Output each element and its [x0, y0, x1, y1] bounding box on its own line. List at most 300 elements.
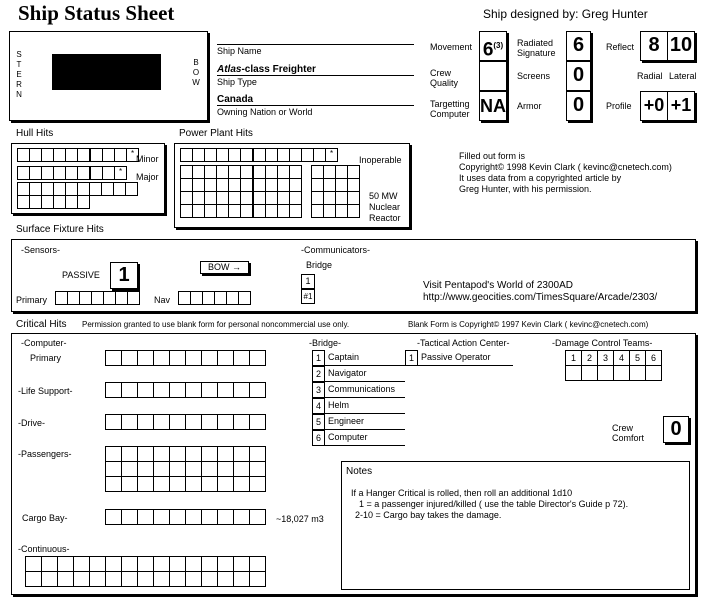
power-hit-box[interactable] — [205, 149, 217, 162]
dct-box[interactable]: 6 — [646, 351, 662, 366]
stern-letter: R — [16, 80, 22, 89]
critical-hit-box[interactable] — [106, 510, 122, 525]
critical-hit-box[interactable] — [202, 572, 218, 587]
nation-label: Owning Nation or World — [217, 107, 313, 117]
power-hit-box[interactable] — [290, 166, 302, 179]
hull-grid-d — [90, 166, 127, 180]
critical-hit-box[interactable] — [170, 447, 186, 462]
critical-hit-box[interactable] — [218, 557, 234, 572]
critical-hit-box[interactable] — [218, 351, 234, 366]
critical-hit-box[interactable] — [234, 572, 250, 587]
surface-fixture-box — [11, 239, 696, 312]
power-hit-box[interactable] — [290, 149, 302, 162]
critical-hit-box[interactable] — [138, 572, 154, 587]
critical-hit-box[interactable] — [122, 447, 138, 462]
hull-hit-box[interactable] — [54, 149, 66, 162]
critical-hit-box[interactable] — [218, 572, 234, 587]
critical-hit-box[interactable] — [170, 477, 186, 492]
critical-hit-box[interactable] — [186, 557, 202, 572]
hull-hit-box[interactable]: * — [115, 167, 127, 180]
crew-quality-value[interactable] — [479, 61, 507, 91]
power-hit-box[interactable] — [181, 192, 193, 205]
critical-hit-box[interactable] — [122, 557, 138, 572]
bridge-item[interactable] — [312, 430, 404, 446]
critical-hit-box[interactable] — [106, 557, 122, 572]
critical-hit-box[interactable] — [106, 351, 122, 366]
critical-hit-box[interactable] — [186, 383, 202, 398]
power-hit-box[interactable] — [254, 166, 266, 179]
reactor-label — [369, 191, 401, 224]
power-grid-e — [311, 165, 360, 218]
power-hit-box[interactable] — [312, 166, 324, 179]
power-hit-box[interactable] — [266, 166, 278, 179]
hull-hit-box[interactable] — [66, 149, 78, 162]
dct-box[interactable] — [598, 366, 614, 381]
critical-hit-box[interactable] — [234, 447, 250, 462]
dct-box[interactable] — [614, 366, 630, 381]
power-hit-box[interactable] — [266, 179, 278, 192]
critical-hit-box[interactable] — [122, 351, 138, 366]
power-grid-c — [180, 165, 253, 218]
dct-title: -Damage Control Teams- — [552, 338, 653, 348]
sensor-hit-box[interactable] — [68, 292, 80, 305]
power-hit-box[interactable] — [290, 205, 302, 218]
crew-quality-label: Crew Quality — [430, 68, 459, 88]
hull-hit-box[interactable] — [103, 149, 115, 162]
drive-label: -Drive- — [18, 418, 45, 428]
hull-hit-box[interactable] — [30, 183, 42, 196]
power-hit-box[interactable] — [229, 179, 241, 192]
critical-hit-box[interactable] — [250, 415, 266, 430]
power-hit-box[interactable] — [266, 149, 278, 162]
critical-hit-box[interactable] — [26, 557, 42, 572]
dct-box[interactable]: 5 — [630, 351, 646, 366]
hull-hit-box[interactable] — [66, 183, 78, 196]
power-hit-box[interactable] — [348, 179, 360, 192]
power-hit-box[interactable] — [193, 179, 205, 192]
hull-hit-box[interactable] — [102, 183, 114, 196]
passive-value: 1 — [110, 262, 138, 289]
sensor-hit-box[interactable] — [179, 292, 191, 305]
power-hit-box[interactable] — [241, 192, 253, 205]
power-hit-box[interactable] — [229, 149, 241, 162]
hull-hit-box[interactable] — [78, 196, 90, 209]
critical-hit-box[interactable] — [250, 572, 266, 587]
power-hit-box[interactable] — [217, 205, 229, 218]
critical-hit-box[interactable] — [106, 415, 122, 430]
dct-box[interactable] — [630, 366, 646, 381]
critical-hits-box — [11, 333, 696, 595]
critical-hit-box[interactable] — [170, 383, 186, 398]
critical-hit-box[interactable] — [154, 557, 170, 572]
critical-hit-box[interactable] — [154, 383, 170, 398]
power-hit-box[interactable] — [278, 166, 290, 179]
armor-value: 0 — [566, 91, 591, 121]
passive-label: PASSIVE — [62, 270, 100, 280]
power-hit-box[interactable] — [324, 179, 336, 192]
power-hit-box[interactable] — [278, 149, 290, 162]
hull-hit-box[interactable] — [78, 183, 90, 196]
power-hit-box[interactable] — [278, 179, 290, 192]
sensor-hit-box[interactable] — [80, 292, 92, 305]
critical-hit-box[interactable] — [26, 572, 42, 587]
hull-hit-box[interactable] — [115, 149, 127, 162]
critical-hit-box[interactable] — [202, 462, 218, 477]
hull-hit-box[interactable] — [30, 167, 42, 180]
bridge-item-label: Helm — [328, 400, 350, 410]
bow-letter: O — [192, 68, 200, 77]
hull-hit-box[interactable] — [42, 167, 54, 180]
critical-hit-box[interactable] — [106, 462, 122, 477]
power-hit-box[interactable] — [290, 179, 302, 192]
power-hit-box[interactable] — [181, 149, 193, 162]
critical-hit-box[interactable] — [218, 462, 234, 477]
sensor-hit-box[interactable] — [116, 292, 128, 305]
critical-hit-box[interactable] — [202, 415, 218, 430]
critical-hit-box[interactable] — [138, 447, 154, 462]
critical-hit-box[interactable] — [170, 351, 186, 366]
critical-hit-box[interactable] — [186, 477, 202, 492]
power-hit-box[interactable] — [217, 179, 229, 192]
power-hit-box[interactable] — [348, 192, 360, 205]
sensor-hit-box[interactable] — [104, 292, 116, 305]
dct-box[interactable] — [646, 366, 662, 381]
dct-box[interactable]: 3 — [598, 351, 614, 366]
critical-hit-box[interactable] — [218, 477, 234, 492]
bridge-item-label: Computer — [328, 432, 368, 442]
power-grid-b — [253, 148, 338, 162]
critical-hit-box[interactable] — [138, 383, 154, 398]
power-hit-box[interactable] — [241, 179, 253, 192]
bridge-item-number: 3 — [312, 382, 325, 398]
critical-hit-box[interactable] — [58, 557, 74, 572]
visit-url[interactable]: http://www.geocities.com/TimesSquare/Arcade/2303/ — [423, 292, 658, 303]
power-hit-box[interactable] — [205, 179, 217, 192]
critical-hit-box[interactable] — [202, 447, 218, 462]
critical-hit-box[interactable] — [138, 462, 154, 477]
hull-hit-box[interactable] — [114, 183, 126, 196]
critical-hit-box[interactable] — [154, 462, 170, 477]
nation-value: Canada — [217, 94, 254, 105]
computer-grid — [105, 350, 266, 366]
reactor-type: Nuclear — [369, 202, 401, 212]
power-hit-box[interactable] — [302, 149, 314, 162]
critical-hit-box[interactable] — [106, 572, 122, 587]
critical-hit-box[interactable] — [250, 462, 266, 477]
bridge-item[interactable] — [312, 382, 404, 398]
hull-hit-box[interactable] — [91, 149, 103, 162]
power-hit-box[interactable]: * — [326, 149, 338, 162]
power-hit-box[interactable] — [181, 205, 193, 218]
sensors-nav-grid — [178, 291, 251, 305]
critical-hit-box[interactable] — [234, 510, 250, 525]
critical-hit-box[interactable] — [154, 415, 170, 430]
bridge-item[interactable] — [312, 398, 404, 414]
power-hit-box[interactable] — [254, 205, 266, 218]
critical-hit-box[interactable] — [170, 415, 186, 430]
power-hit-box[interactable] — [217, 149, 229, 162]
critical-hit-box[interactable] — [122, 477, 138, 492]
sensor-hit-box[interactable] — [128, 292, 140, 305]
critical-hit-box[interactable] — [122, 462, 138, 477]
hull-hit-box[interactable] — [66, 167, 78, 180]
critical-hit-box[interactable] — [186, 415, 202, 430]
critical-hit-box[interactable] — [138, 351, 154, 366]
power-hit-box[interactable] — [336, 205, 348, 218]
hull-hit-box[interactable] — [42, 149, 54, 162]
power-hit-box[interactable] — [278, 205, 290, 218]
power-hit-box[interactable] — [193, 192, 205, 205]
critical-hit-box[interactable] — [74, 557, 90, 572]
power-hit-box[interactable] — [229, 205, 241, 218]
radial-label: Radial — [637, 71, 663, 81]
hull-hit-box[interactable] — [30, 196, 42, 209]
hull-hit-box[interactable] — [126, 183, 138, 196]
critical-hit-box[interactable] — [250, 351, 266, 366]
hull-hit-box[interactable] — [91, 167, 103, 180]
hull-hit-box[interactable] — [30, 149, 42, 162]
power-hit-box[interactable] — [241, 166, 253, 179]
power-hit-box[interactable] — [205, 192, 217, 205]
dct-box[interactable]: 2 — [582, 351, 598, 366]
critical-hit-box[interactable] — [154, 477, 170, 492]
computer-primary-label: Primary — [30, 353, 61, 363]
critical-hit-box[interactable] — [58, 572, 74, 587]
power-hit-box[interactable] — [229, 166, 241, 179]
bridge-item[interactable] — [312, 414, 404, 430]
critical-hit-box[interactable] — [154, 510, 170, 525]
comm-bridge-cell-2[interactable]: #1 — [301, 289, 315, 304]
stern-letter: N — [16, 90, 22, 99]
bridge-item-number: 1 — [312, 350, 325, 366]
critical-hit-box[interactable] — [154, 447, 170, 462]
bridge-item-number: 6 — [312, 430, 325, 446]
bridge-item-number: 5 — [312, 414, 325, 430]
hull-hit-box[interactable] — [42, 196, 54, 209]
bow-label — [191, 58, 201, 88]
profile-lateral-value: +1 — [667, 91, 695, 121]
critical-hit-box[interactable] — [250, 477, 266, 492]
critical-hit-box[interactable] — [186, 447, 202, 462]
dct-box[interactable] — [566, 366, 582, 381]
sensor-hit-box[interactable] — [215, 292, 227, 305]
critical-hit-box[interactable] — [218, 510, 234, 525]
notes-box — [341, 461, 690, 590]
critical-hit-box[interactable] — [74, 572, 90, 587]
sensor-hit-box[interactable] — [227, 292, 239, 305]
critical-hit-box[interactable] — [250, 383, 266, 398]
sensor-hit-box[interactable] — [92, 292, 104, 305]
power-hit-box[interactable] — [312, 179, 324, 192]
power-hit-box[interactable] — [324, 205, 336, 218]
power-hit-box[interactable] — [336, 166, 348, 179]
targetting-value: NA — [479, 91, 507, 121]
tac-item[interactable] — [405, 350, 515, 366]
blank-form-copyright: Blank Form is Copyright© 1997 Kevin Clark ( kevinc@cnetech.com) — [408, 320, 649, 329]
critical-hit-box[interactable] — [122, 383, 138, 398]
power-hit-box[interactable] — [278, 192, 290, 205]
sensor-hit-box[interactable] — [191, 292, 203, 305]
critical-hit-box[interactable] — [218, 383, 234, 398]
critical-hit-box[interactable] — [90, 557, 106, 572]
visit-text: Visit Pentapod's World of 2300AD — [423, 280, 573, 291]
power-hit-box[interactable] — [193, 149, 205, 162]
critical-hit-box[interactable] — [186, 462, 202, 477]
critical-hit-box[interactable] — [138, 510, 154, 525]
critical-hit-box[interactable] — [170, 572, 186, 587]
hull-hit-box[interactable] — [78, 167, 90, 180]
power-hit-box[interactable] — [241, 149, 253, 162]
critical-hit-box[interactable] — [106, 477, 122, 492]
power-hit-box[interactable] — [193, 166, 205, 179]
critical-hit-box[interactable] — [138, 557, 154, 572]
power-hit-box[interactable] — [217, 166, 229, 179]
credit-line: Copyright© 1998 Kevin Clark ( kevinc@cnetech.com) — [459, 162, 672, 172]
power-hit-box[interactable] — [336, 179, 348, 192]
power-hit-box[interactable] — [205, 205, 217, 218]
form-credit — [459, 151, 672, 195]
movement-label: Movement — [430, 42, 473, 52]
armor-label: Armor — [517, 101, 542, 111]
critical-hit-box[interactable] — [218, 447, 234, 462]
power-hit-box[interactable] — [324, 166, 336, 179]
dct-box[interactable]: 4 — [614, 351, 630, 366]
power-hit-box[interactable] — [205, 166, 217, 179]
power-hit-box[interactable] — [266, 205, 278, 218]
hull-major-label: Major — [136, 172, 159, 182]
passengers-grid — [105, 446, 266, 492]
hull-hit-box[interactable]: * — [127, 149, 139, 162]
power-hit-box[interactable] — [324, 192, 336, 205]
critical-hit-box[interactable] — [186, 572, 202, 587]
hull-hit-box[interactable] — [18, 183, 30, 196]
critical-hit-box[interactable] — [250, 557, 266, 572]
ship-silhouette-box — [9, 31, 208, 121]
power-hit-box[interactable] — [336, 192, 348, 205]
critical-hit-box[interactable] — [170, 510, 186, 525]
critical-hit-box[interactable] — [122, 510, 138, 525]
ship-type-label: Ship Type — [217, 77, 257, 87]
hull-hit-box[interactable] — [103, 167, 115, 180]
dct-box[interactable] — [582, 366, 598, 381]
critical-hit-box[interactable] — [202, 383, 218, 398]
sensor-hit-box[interactable] — [239, 292, 251, 305]
power-hit-box[interactable] — [193, 205, 205, 218]
critical-hit-box[interactable] — [122, 415, 138, 430]
power-grid-d — [253, 165, 302, 218]
crew-comfort-value: 0 — [663, 416, 689, 443]
power-hit-box[interactable] — [254, 149, 266, 162]
hull-hit-box[interactable] — [78, 149, 90, 162]
critical-hit-box[interactable] — [122, 572, 138, 587]
critical-hit-box[interactable] — [138, 477, 154, 492]
critical-hit-box[interactable] — [154, 351, 170, 366]
critical-hit-box[interactable] — [234, 557, 250, 572]
critical-hit-box[interactable] — [42, 557, 58, 572]
sensor-hit-box[interactable] — [203, 292, 215, 305]
critical-hit-box[interactable] — [202, 510, 218, 525]
critical-hit-box[interactable] — [202, 477, 218, 492]
power-hit-box[interactable] — [241, 205, 253, 218]
critical-hit-box[interactable] — [250, 447, 266, 462]
hull-hit-box[interactable] — [54, 196, 66, 209]
power-hit-box[interactable] — [229, 192, 241, 205]
bow-letter: W — [192, 78, 200, 87]
bridge-item[interactable] — [312, 366, 404, 382]
critical-hit-box[interactable] — [202, 557, 218, 572]
critical-hit-box[interactable] — [250, 510, 266, 525]
hull-hit-box[interactable] — [18, 149, 30, 162]
critical-hit-box[interactable] — [170, 462, 186, 477]
critical-hit-box[interactable] — [170, 557, 186, 572]
critical-hit-box[interactable] — [186, 510, 202, 525]
power-hit-box[interactable] — [348, 205, 360, 218]
critical-hit-box[interactable] — [202, 351, 218, 366]
bridge-title: -Bridge- — [309, 338, 342, 348]
critical-hit-box[interactable] — [234, 351, 250, 366]
hull-hit-box[interactable] — [90, 183, 102, 196]
critical-hit-box[interactable] — [234, 462, 250, 477]
hull-hit-box[interactable] — [54, 183, 66, 196]
ship-silhouette — [52, 54, 161, 90]
bridge-item-label: Communications — [328, 384, 396, 394]
sensors-nav-label: Nav — [154, 295, 171, 305]
critical-hit-box[interactable] — [138, 415, 154, 430]
power-hit-box[interactable] — [181, 166, 193, 179]
critical-hit-box[interactable] — [186, 351, 202, 366]
power-hit-box[interactable] — [217, 192, 229, 205]
credit-line: Greg Hunter, with his permission. — [459, 184, 592, 194]
sensor-hit-box[interactable] — [56, 292, 68, 305]
reactor-power: 50 MW — [369, 191, 398, 201]
tac-number: 1 — [405, 350, 418, 366]
power-hit-box[interactable] — [254, 192, 266, 205]
critical-hit-box[interactable] — [234, 383, 250, 398]
notes-line: 1 = a passenger injured/killed ( use the table Director's Guide p 72). — [359, 499, 629, 509]
dct-box[interactable]: 1 — [566, 351, 582, 366]
bow-letter: B — [193, 58, 199, 67]
critical-hit-box[interactable] — [234, 477, 250, 492]
comm-bridge-cell-1[interactable]: 1 — [301, 274, 315, 289]
hull-hit-box[interactable] — [54, 167, 66, 180]
power-hit-box[interactable] — [290, 192, 302, 205]
power-hit-box[interactable] — [254, 179, 266, 192]
stern-label — [14, 50, 24, 100]
hull-hit-box[interactable] — [18, 196, 30, 209]
critical-hit-box[interactable] — [90, 572, 106, 587]
hull-minor-label: Minor — [136, 154, 159, 164]
power-hit-box[interactable] — [312, 205, 324, 218]
critical-hit-box[interactable] — [218, 415, 234, 430]
critical-hit-box[interactable] — [106, 383, 122, 398]
critical-hit-box[interactable] — [106, 447, 122, 462]
power-hit-box[interactable] — [181, 179, 193, 192]
critical-hit-box[interactable] — [42, 572, 58, 587]
power-hit-box[interactable] — [312, 192, 324, 205]
hull-hit-box[interactable] — [42, 183, 54, 196]
critical-hit-box[interactable] — [234, 415, 250, 430]
hull-hit-box[interactable] — [66, 196, 78, 209]
communicators-label: -Communicators- — [301, 245, 371, 255]
power-hit-box[interactable] — [314, 149, 326, 162]
bridge-item[interactable] — [312, 350, 404, 366]
critical-hit-box[interactable] — [154, 572, 170, 587]
permission-text: Permission granted to use blank form for personal noncommercial use only. — [82, 320, 350, 329]
hull-hit-box[interactable] — [18, 167, 30, 180]
power-hit-box[interactable] — [348, 166, 360, 179]
power-hit-box[interactable] — [266, 192, 278, 205]
radiated-label: Radiated Signature — [517, 38, 556, 58]
